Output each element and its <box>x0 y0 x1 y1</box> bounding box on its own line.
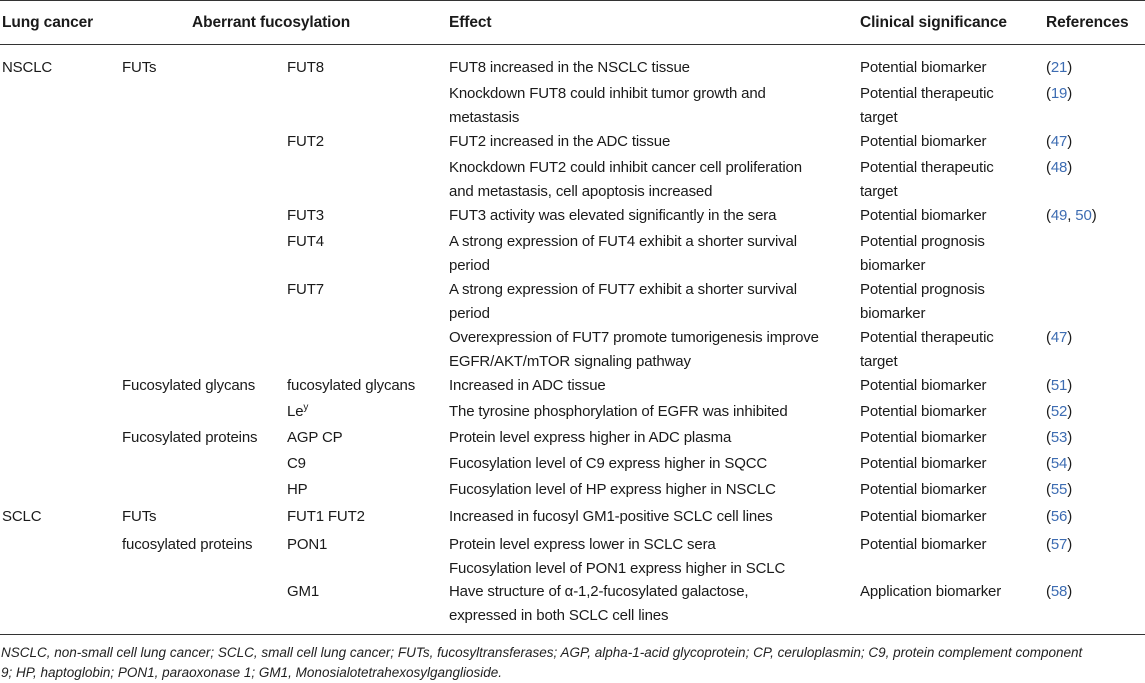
cell-clinical-line: Potential therapeutic <box>860 159 994 176</box>
cell-molecule <box>287 505 365 529</box>
cell-molecule <box>287 400 308 424</box>
header-references: References <box>1046 14 1129 31</box>
cell-effect-line: Increased in fucosyl GM1-positive SCLC cell lines <box>449 508 773 525</box>
cell-clinical-line: Potential biomarker <box>860 455 987 472</box>
reference-link[interactable]: 21 <box>1050 59 1068 76</box>
cell-molecule <box>287 204 324 228</box>
cell-effect-line: period <box>449 305 490 322</box>
reference-link[interactable]: 55 <box>1050 481 1068 498</box>
reference-link[interactable]: 53 <box>1050 429 1068 446</box>
header-effect: Effect <box>449 14 492 31</box>
cell-clinical-line: Application biomarker <box>860 583 1002 600</box>
cell-molecule <box>287 580 319 604</box>
cell-effect-line: FUT2 increased in the ADC tissue <box>449 133 671 150</box>
table-footnote <box>1 643 1141 683</box>
cell-clinical-line: Potential biomarker <box>860 403 987 420</box>
cell-molecule-text: Le <box>287 403 304 420</box>
reference-link[interactable]: 47 <box>1050 133 1068 150</box>
cell-molecule-text: PON1 <box>287 536 328 553</box>
header-aberrant-fucosylation: Aberrant fucosylation <box>192 14 351 31</box>
cell-references: (55) <box>1046 481 1073 498</box>
cell-effect-line: Knockdown FUT2 could inhibit cancer cell proliferation <box>449 159 802 176</box>
cell-effect-line: Fucosylation level of PON1 express higher in SCLC <box>449 560 786 577</box>
cell-molecule <box>287 426 343 450</box>
cell-effect-line: Overexpression of FUT7 promote tumorigenesis improve <box>449 329 819 346</box>
cell-references: (53) <box>1046 429 1073 446</box>
cell-molecule-text: FUT4 <box>287 233 324 250</box>
cell-effect-line: expressed in both SCLC cell lines <box>449 607 669 624</box>
cell-effect-line: Fucosylation level of C9 express higher in SQCC <box>449 455 768 472</box>
cell-clinical-line: Potential biomarker <box>860 508 987 525</box>
cell-effect-line: Protein level express higher in ADC plasma <box>449 429 732 446</box>
cell-effect-line: FUT8 increased in the NSCLC tissue <box>449 59 690 76</box>
cell-molecule-text: HP <box>287 481 308 498</box>
reference-link[interactable]: 57 <box>1050 536 1068 553</box>
cell-effect-line: The tyrosine phosphorylation of EGFR was inhibited <box>449 403 788 420</box>
cell-references: (56) <box>1046 508 1073 525</box>
cell-category: FUTs <box>122 508 157 525</box>
cell-clinical-line: target <box>860 183 898 200</box>
cell-molecule-text: GM1 <box>287 583 320 600</box>
reference-link[interactable]: 50 <box>1075 207 1092 224</box>
cell-clinical-line: Potential prognosis <box>860 281 985 298</box>
header-clinical-significance: Clinical significance <box>860 14 1007 31</box>
cell-molecule <box>287 56 324 80</box>
reference-link[interactable]: 54 <box>1050 455 1068 472</box>
cell-references: (47) <box>1046 133 1073 150</box>
cell-references: (54) <box>1046 455 1073 472</box>
cell-effect-line: Increased in ADC tissue <box>449 377 606 394</box>
cell-references: (21) <box>1046 59 1073 76</box>
cell-effect-line: A strong expression of FUT4 exhibit a shorter survival <box>449 233 797 250</box>
cell-molecule-text: fucosylated glycans <box>287 377 416 394</box>
cell-references: (57) <box>1046 536 1073 553</box>
reference-link[interactable]: 52 <box>1050 403 1068 420</box>
footnote-line: 9; HP, haptoglobin; PON1, paraoxonase 1; GM1, Monosialotetrahexosylganglioside. <box>1 665 503 680</box>
cell-category: fucosylated proteins <box>122 536 253 553</box>
footnote-line: NSCLC, non-small cell lung cancer; SCLC, small cell lung cancer; FUTs, fucosyltransferases; AGP, alpha-1-acid glycoprotein; CP, ceruloplasmin; C9, protein complement component <box>1 645 1083 660</box>
cell-clinical-line: biomarker <box>860 257 926 274</box>
cell-molecule-superscript: y <box>303 402 309 413</box>
cell-references: (19) <box>1046 85 1073 102</box>
table-header-rule <box>0 44 1145 45</box>
cell-lung-cancer: SCLC <box>2 508 42 525</box>
cell-molecule <box>287 478 308 502</box>
cell-molecule-text: FUT2 <box>287 133 324 150</box>
cell-references: (52) <box>1046 403 1073 420</box>
cell-effect-line: Fucosylation level of HP express higher in NSCLC <box>449 481 776 498</box>
reference-link[interactable]: 47 <box>1050 329 1068 346</box>
reference-link[interactable]: 48 <box>1050 159 1068 176</box>
cell-molecule-text: FUT1 FUT2 <box>287 508 365 525</box>
cell-references: (49, 50) <box>1046 207 1097 224</box>
cell-clinical-line: Potential biomarker <box>860 481 987 498</box>
cell-effect-line: Have structure of α-1,2-fucosylated galactose, <box>449 583 749 600</box>
cell-effect-line: Knockdown FUT8 could inhibit tumor growth and <box>449 85 766 102</box>
cell-effect-line: and metastasis, cell apoptosis increased <box>449 183 713 200</box>
cell-clinical-line: Potential biomarker <box>860 536 987 553</box>
cell-clinical-line: biomarker <box>860 305 926 322</box>
cell-molecule-text: FUT3 <box>287 207 324 224</box>
cell-category: FUTs <box>122 59 157 76</box>
cell-clinical-line: Potential biomarker <box>860 133 987 150</box>
cell-category: Fucosylated glycans <box>122 377 256 394</box>
reference-link[interactable]: 19 <box>1050 85 1068 102</box>
cell-references: (47) <box>1046 329 1073 346</box>
cell-category: Fucosylated proteins <box>122 429 258 446</box>
reference-link[interactable]: 58 <box>1050 583 1068 600</box>
cell-references: (58) <box>1046 583 1073 600</box>
cell-effect-line: FUT3 activity was elevated significantly in the sera <box>449 207 777 224</box>
reference-link[interactable]: 51 <box>1050 377 1068 394</box>
cell-clinical-line: Potential biomarker <box>860 207 987 224</box>
cell-effect-line: Protein level express lower in SCLC sera <box>449 536 716 553</box>
cell-references: (51) <box>1046 377 1073 394</box>
cell-molecule <box>287 130 324 154</box>
cell-clinical-line: Potential biomarker <box>860 429 987 446</box>
cell-molecule <box>287 452 306 476</box>
cell-molecule <box>287 374 415 398</box>
cell-clinical-line: Potential biomarker <box>860 377 987 394</box>
cell-molecule-text: FUT7 <box>287 281 324 298</box>
reference-link[interactable]: 49 <box>1050 207 1068 224</box>
cell-molecule <box>287 533 327 557</box>
cell-clinical-line: Potential biomarker <box>860 59 987 76</box>
cell-effect-line: A strong expression of FUT7 exhibit a shorter survival <box>449 281 797 298</box>
cell-references: (48) <box>1046 159 1073 176</box>
header-lung-cancer: Lung cancer <box>2 14 94 31</box>
cell-molecule <box>287 230 324 254</box>
cell-lung-cancer: NSCLC <box>2 59 53 76</box>
table-bottom-rule <box>0 634 1145 635</box>
cell-clinical-line: Potential therapeutic <box>860 85 994 102</box>
cell-molecule-text: AGP CP <box>287 429 343 446</box>
cell-effect-line: period <box>449 257 490 274</box>
table-top-rule <box>0 0 1145 1</box>
cell-clinical-line: target <box>860 109 898 126</box>
cell-clinical-line: Potential therapeutic <box>860 329 994 346</box>
cell-effect-line: EGFR/AKT/mTOR signaling pathway <box>449 353 691 370</box>
cell-molecule-text: C9 <box>287 455 306 472</box>
cell-molecule <box>287 278 324 302</box>
cell-molecule-text: FUT8 <box>287 59 324 76</box>
cell-effect-line: metastasis <box>449 109 520 126</box>
reference-link[interactable]: 56 <box>1050 508 1068 525</box>
cell-clinical-line: target <box>860 353 898 370</box>
cell-clinical-line: Potential prognosis <box>860 233 985 250</box>
